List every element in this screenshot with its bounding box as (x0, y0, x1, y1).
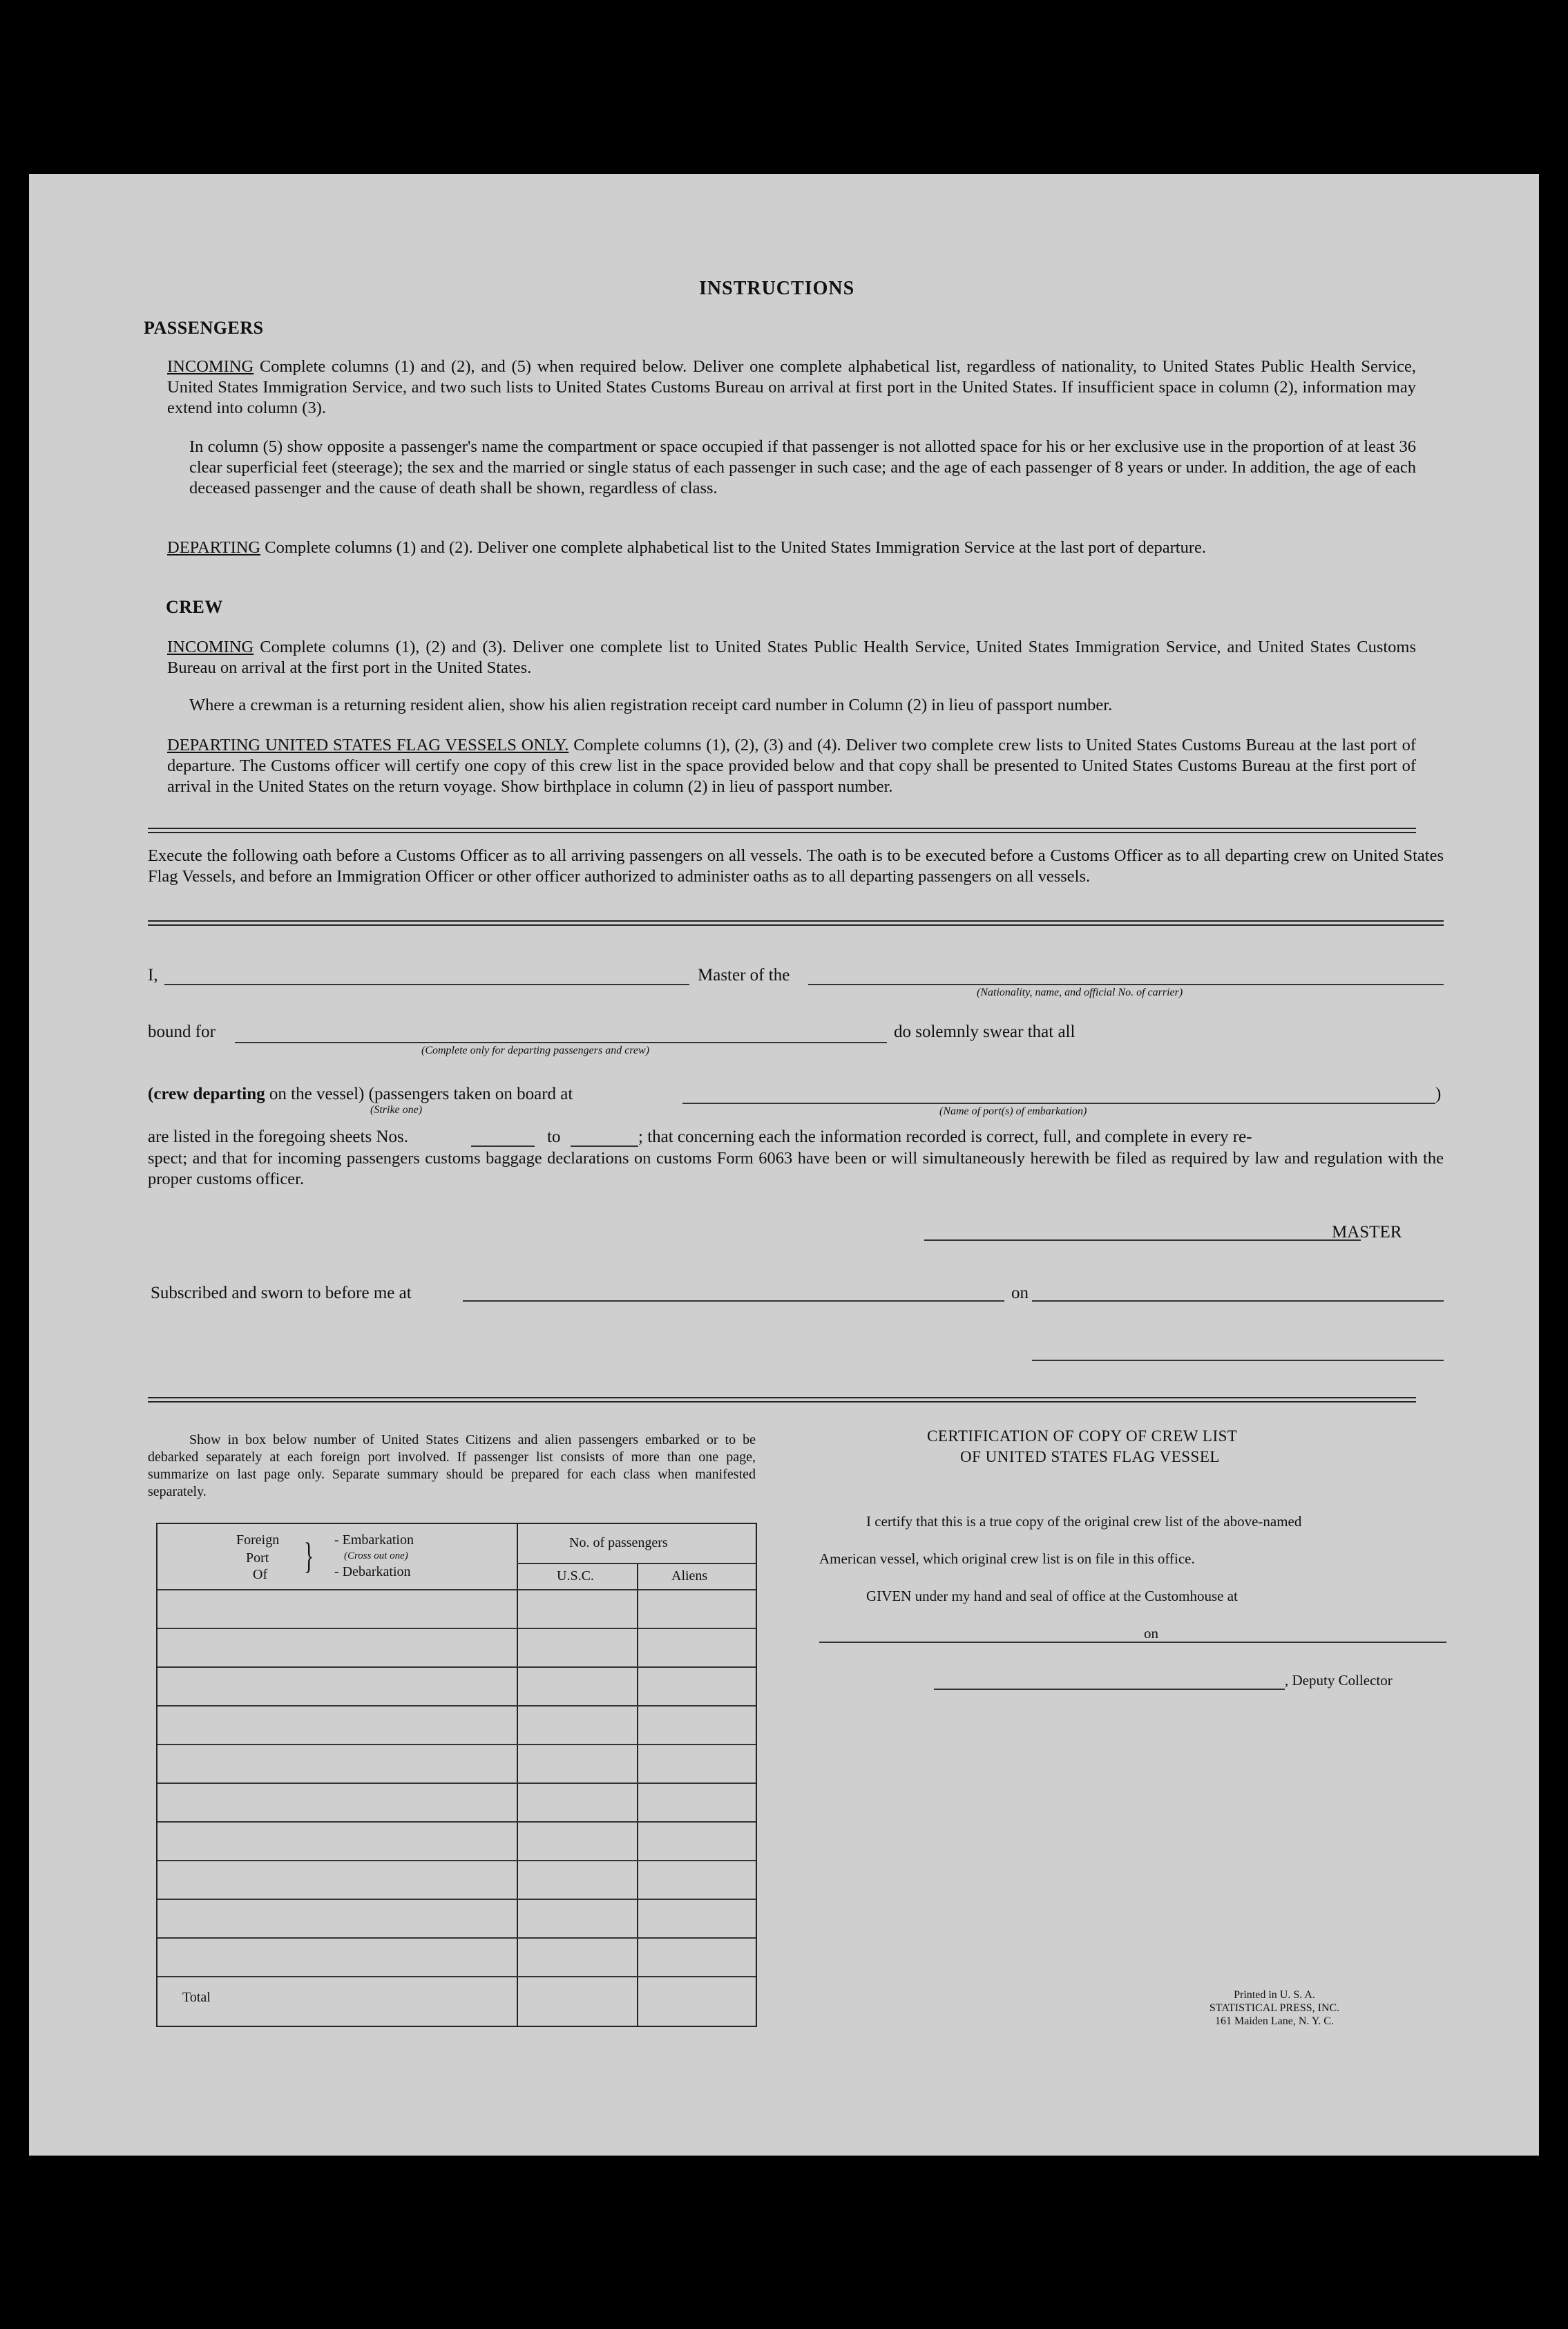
certification-title-1: CERTIFICATION OF COPY OF CREW LIST (927, 1427, 1238, 1445)
listed-to: to (547, 1128, 561, 1146)
ports-caption: (Name of port(s) of embarkation) (939, 1105, 1087, 1117)
carrier-caption: (Nationality, name, and official No. of carrier) (977, 987, 1183, 998)
crew-departing-rest: on the vessel) (passengers taken on board at (269, 1085, 573, 1103)
passengers-departing-paragraph (167, 538, 1416, 558)
given-line: GIVEN under my hand and seal of office at the Customhouse at (866, 1588, 1238, 1604)
certify-line-1: I certify that this is a true copy of the original crew list of the above-named (866, 1513, 1302, 1530)
crew-incoming-text: Complete columns (1), (2) and (3). Deliver one complete list to United States Public Health Service, United States Immigration Service, and United States Customs Bureau on arrival at the first port in the United States. (167, 638, 1417, 677)
printer-imprint (1188, 1988, 1361, 2028)
bound-for-field[interactable] (235, 1042, 887, 1043)
crew-departing-paragraph (167, 735, 1416, 797)
listed-text-b: ; that concerning each the information recorded is correct, full, and complete in every re- (638, 1128, 1252, 1146)
total-label: Total (182, 1990, 211, 2005)
divider-mid-1 (148, 920, 1444, 922)
crew-incoming-label: INCOMING (167, 638, 254, 656)
oath-i-label: I, (148, 966, 158, 985)
cross-out-label: (Cross out one) (344, 1550, 408, 1561)
crew-departing-text: Complete columns (1), (2), (3) and (4). Deliver two complete crew lists to United States Customs Bureau at the last port of departure. The Customs officer will certify one copy of this crew list in the space provided below and that copy shall be presented to United States Customs Bureau at the first port of arrival in the United States on the return voyage. Show birthplace in column (2) in lieu of passport number. (167, 736, 1417, 796)
crew-passengers-line (148, 1085, 573, 1104)
crew-resident-paragraph: Where a crewman is a returning resident alien, show his alien registration receipt card number in Column (2) in lieu of passport number. (189, 696, 1113, 714)
debarkation-label: - Debarkation (334, 1564, 411, 1579)
crew-departing-bold: (crew departing (148, 1085, 265, 1103)
foreign-label: Foreign (236, 1532, 280, 1548)
passengers-heading: PASSENGERS (144, 318, 264, 338)
col-divider-2 (637, 1564, 638, 2026)
embarkation-label: - Embarkation (334, 1532, 414, 1548)
sheet-from-field[interactable] (471, 1146, 535, 1147)
master-label: MASTER (1332, 1223, 1402, 1242)
divider-top-1 (148, 828, 1416, 829)
master-signature-field[interactable] (924, 1239, 1361, 1241)
certification-on-label: on (1144, 1625, 1158, 1642)
brace-icon: } (304, 1535, 314, 1577)
master-of-the-label: Master of the (698, 966, 790, 985)
divider-mid-2 (148, 924, 1444, 926)
passengers-departing-text: Complete columns (1) and (2). Deliver one complete alphabetical list to the United States Immigration Service at the last port of departure. (265, 538, 1206, 557)
usc-label: U.S.C. (557, 1568, 594, 1584)
passenger-summary-table (156, 1523, 757, 2027)
table-row (157, 1589, 756, 1590)
table-row (157, 1976, 756, 1977)
table-row (157, 1899, 756, 1900)
officer-signature-field[interactable] (1032, 1360, 1444, 1361)
listed-line-a (148, 1128, 408, 1147)
table-row (157, 1821, 756, 1823)
crew-heading: CREW (166, 597, 223, 617)
oath-instruction: Execute the following oath before a Customs Officer as to all arriving passengers on all vessels. The oath is to be executed before a Customs Officer as to all departing crew on United States Flag Vessels, and before an Immigration Officer or other officer authorized to administer oaths as to all departing passengers on all vessels. (148, 846, 1444, 886)
sheet-to-field[interactable] (571, 1146, 638, 1147)
printer-line-2: STATISTICAL PRESS, INC. (1209, 2002, 1340, 2014)
table-row (157, 1666, 756, 1668)
table-row (157, 1628, 756, 1629)
divider-bottom-2 (148, 1401, 1416, 1403)
table-row (157, 1705, 756, 1707)
listed-text-a: are listed in the foregoing sheets Nos. (148, 1128, 408, 1146)
certification-title-2: OF UNITED STATES FLAG VESSEL (960, 1448, 1220, 1465)
deputy-collector-label: , Deputy Collector (1285, 1672, 1393, 1689)
close-paren: ) (1435, 1085, 1442, 1103)
form-sheet (29, 174, 1539, 2156)
subscribed-on-label: on (1011, 1284, 1029, 1302)
aliens-label: Aliens (671, 1568, 708, 1584)
printer-line-1: Printed in U. S. A. (1234, 1989, 1315, 2001)
header-subline (517, 1563, 756, 1564)
bound-for-caption: (Complete only for departing passengers and crew) (421, 1045, 650, 1056)
subscribed-date-field[interactable] (1032, 1300, 1444, 1302)
listed-text-c: spect; and that for incoming passengers customs baggage declarations on customs Form 6063 have been or will simultaneously herewith be filed as required by law and regulation with the proper customs officer. (148, 1149, 1444, 1188)
of-label: Of (253, 1567, 268, 1582)
crew-departing-label: DEPARTING UNITED STATES FLAG VESSELS ONLY. (167, 736, 569, 754)
master-name-field[interactable] (164, 984, 689, 985)
carrier-field[interactable] (808, 984, 1444, 985)
table-row (157, 1783, 756, 1784)
summary-instruction: Show in box below number of United States Citizens and alien passengers embarked or to be debarked separately at each foreign port involved. If passenger list consists of more than one page, summarize on last page only. Separate summary should be prepared for each class when manifested separately. (148, 1432, 756, 1499)
printer-line-3: 161 Maiden Lane, N. Y. C. (1215, 2015, 1334, 2027)
deputy-signature-field[interactable] (934, 1689, 1285, 1690)
table-row (157, 1937, 756, 1939)
table-row (157, 1744, 756, 1745)
page-title: INSTRUCTIONS (699, 278, 855, 299)
passengers-departing-label: DEPARTING (167, 538, 261, 557)
passengers-column5-paragraph: In column (5) show opposite a passenger's name the compartment or space occupied if that passenger is not allotted space for his or her exclusive use in the proportion of at least 36 clear superficial feet (steerage); the sex and the married or single status of each passenger in such case; and the age of each passenger of 8 years or under. In addition, the age of each deceased passenger and the cause of death shall be shown, regardless of class. (189, 437, 1416, 497)
strike-one-caption: (Strike one) (370, 1104, 423, 1116)
port-label: Port (246, 1550, 269, 1566)
passengers-incoming-label: INCOMING (167, 357, 254, 376)
customhouse-field[interactable] (819, 1642, 1165, 1643)
certification-date-field[interactable] (1163, 1642, 1446, 1643)
divider-top-2 (148, 832, 1416, 833)
crew-incoming-paragraph (167, 637, 1416, 678)
certify-line-2: American vessel, which original crew list is on file in this office. (819, 1550, 1195, 1567)
subscribed-place-field[interactable] (463, 1300, 1004, 1302)
no-passengers-label: No. of passengers (569, 1535, 668, 1550)
divider-bottom-1 (148, 1397, 1416, 1398)
bound-for-label: bound for (148, 1023, 216, 1041)
passengers-incoming-text: Complete columns (1) and (2), and (5) when required below. Deliver one complete alphabetical list, regardless of nationality, to United States Public Health Service, United States Immigration Service, and two such lists to United States Customs Bureau on arrival at first port in the United States. If insufficient space in column (2), information may extend into column (3). (167, 357, 1417, 417)
passengers-incoming-paragraph (167, 357, 1416, 419)
subscribed-label: Subscribed and sworn to before me at (151, 1284, 412, 1302)
ports-field[interactable] (682, 1103, 1435, 1104)
swear-label: do solemnly swear that all (894, 1023, 1075, 1041)
col-divider-1 (517, 1524, 518, 2026)
table-row (157, 1860, 756, 1861)
